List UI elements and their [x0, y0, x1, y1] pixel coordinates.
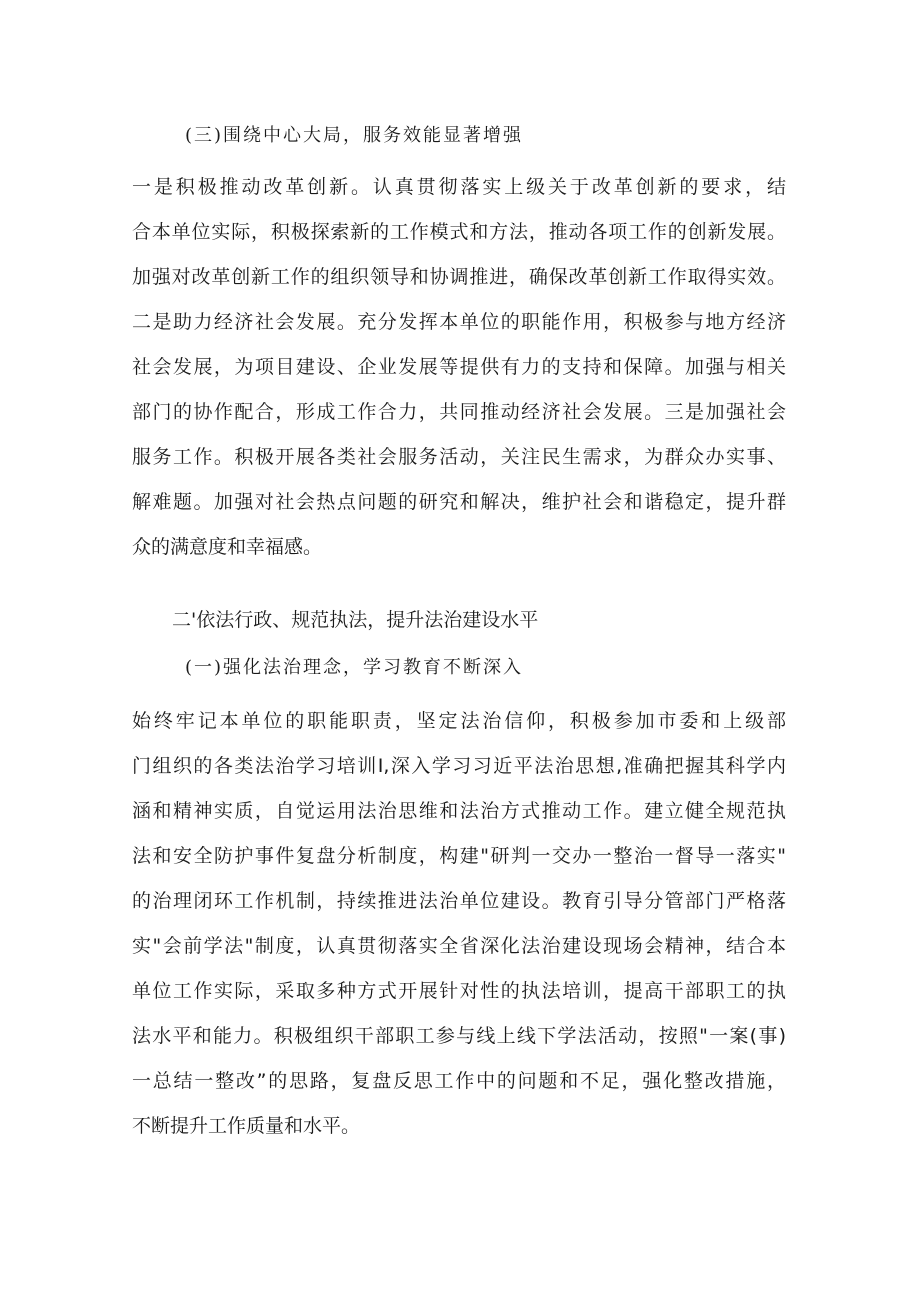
paragraph-line: 解难题。加强对社会热点问题的研究和解决，维护社会和谐稳定，提升群 — [132, 491, 786, 513]
paragraph-line: 服务工作。积极开展各类社会服务活动，关注民生需求，为群众办实事、 — [132, 446, 786, 468]
paragraph-1 — [132, 165, 786, 570]
paragraph-line: 门组织的各类法治学习培训I,深入学习习近平法治思想,准确把握其科学内 — [132, 755, 786, 777]
paragraph-line: 法水平和能力。积极组织干部职工参与线上线下学法活动，按照"一案(事) — [132, 1025, 786, 1047]
paragraph-line: 实"会前学法"制度，认真贯彻落实全省深化法治建设现场会精神，结合本 — [132, 935, 786, 957]
paragraph-line: 部门的协作配合，形成工作合力，共同推动经济社会发展。三是加强社会 — [132, 401, 786, 423]
paragraph-line: 不断提升工作质量和水平。 — [132, 1115, 361, 1137]
subsection-1-heading: (一)强化法治理念，学习教育不断深入 — [185, 657, 524, 678]
paragraph-2 — [132, 699, 786, 1149]
paragraph-line: 一是积极推动改革创新。认真贯彻落实上级关于改革创新的要求，结 — [132, 176, 786, 198]
paragraph-line: 合本单位实际，积极探索新的工作模式和方法，推动各项工作的创新发展。 — [132, 221, 786, 243]
paragraph-line: 涵和精神实质，自觉运用法治思维和法治方式推动工作。建立健全规范执 — [132, 800, 786, 822]
paragraph-line: 众的满意度和幸福感。 — [132, 536, 323, 558]
section-3-heading: (三)围绕中心大局，服务效能显著增强 — [185, 125, 524, 146]
section-2-heading: 二'依法行政、规范执法，提升法治建设水平 — [172, 609, 539, 631]
paragraph-line: 法和安全防护事件复盘分析制度，构建"研判一交办一整治一督导一落实" — [132, 845, 786, 867]
paragraph-line: 二是助力经济社会发展。充分发挥本单位的职能作用，积极参与地方经济 — [132, 311, 786, 333]
paragraph-line: 单位工作实际，采取多种方式开展针对性的执法培训，提高干部职工的执 — [132, 980, 786, 1002]
paragraph-line: 社会发展，为项目建设、企业发展等提供有力的支持和保障。加强与相关 — [132, 356, 786, 378]
paragraph-line: 始终牢记本单位的职能职责，坚定法治信仰，积极参加市委和上级部 — [132, 710, 786, 732]
paragraph-line: 加强对改革创新工作的组织领导和协调推进，确保改革创新工作取得实效。 — [132, 266, 786, 288]
paragraph-line: 的治理闭环工作机制，持续推进法治单位建设。教育引导分管部门严格落 — [132, 890, 786, 912]
paragraph-line: 一总结一整改”的思路，复盘反思工作中的问题和不足，强化整改措施， — [132, 1070, 786, 1092]
